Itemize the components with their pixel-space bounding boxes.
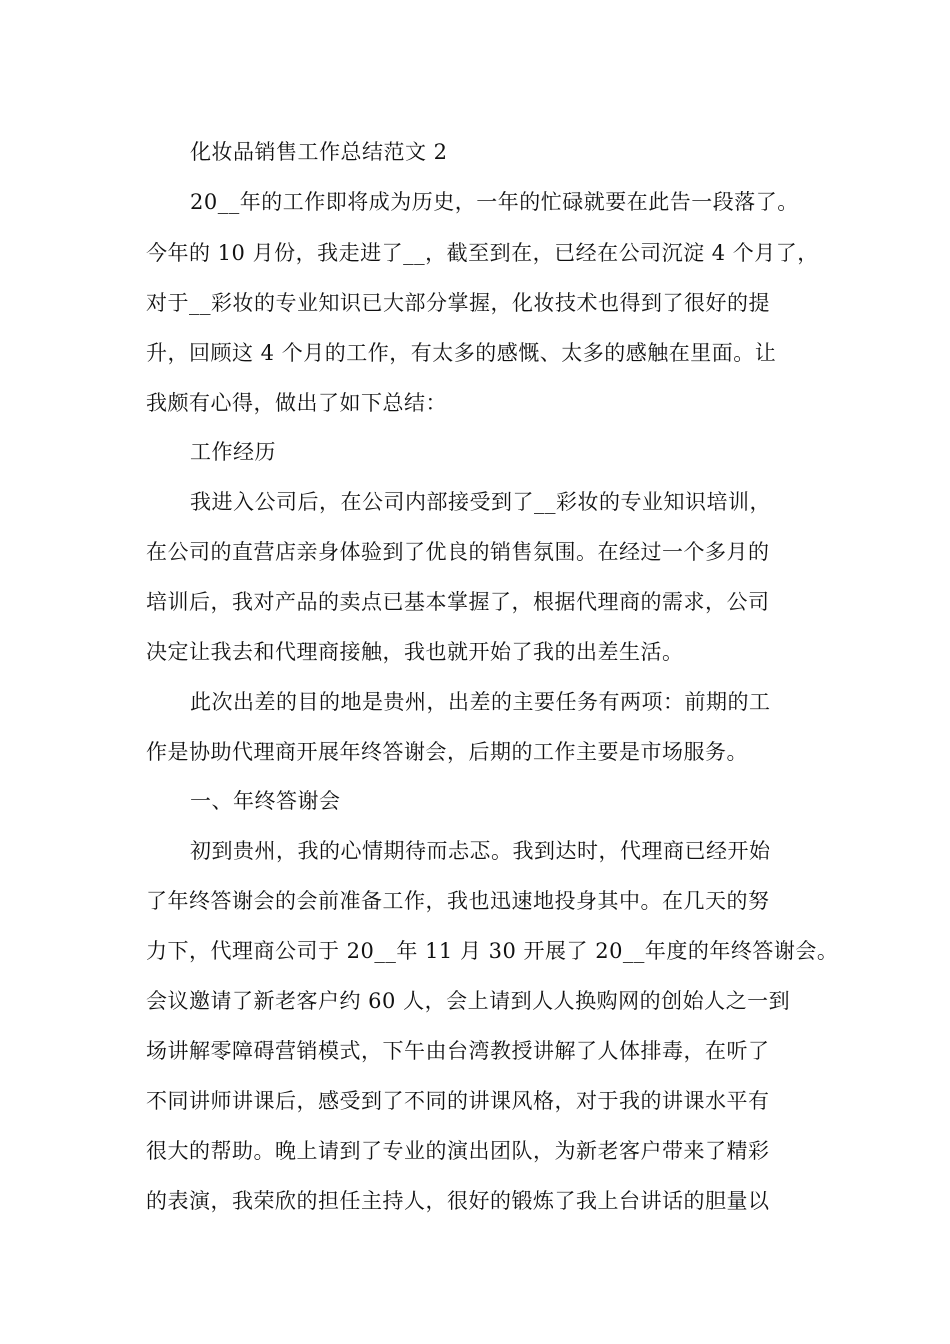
text-line: 场讲解零障碍营销模式，下午由台湾教授讲解了人体排毒，在听了 bbox=[146, 1039, 770, 1063]
section-heading: 一、年终答谢会 bbox=[190, 789, 341, 813]
text-line: 我颇有心得，做出了如下总结： bbox=[146, 391, 447, 415]
text-line: 在公司的直营店亲身体验到了优良的销售氛围。在经过一个多月的 bbox=[146, 540, 770, 564]
document-title: 化妆品销售工作总结范文 2 bbox=[190, 140, 448, 164]
text-line: 力下，代理商公司于 20__年 11 月 30 开展了 20__年度的年终答谢会。 bbox=[146, 939, 839, 963]
text-line: 很大的帮助。晚上请到了专业的演出团队，为新老客户带来了精彩 bbox=[146, 1139, 770, 1163]
text-line: 20__年的工作即将成为历史，一年的忙碌就要在此告一段落了。 bbox=[190, 190, 799, 214]
text-line: 不同讲师讲课后，感受到了不同的讲课风格，对于我的讲课水平有 bbox=[146, 1089, 770, 1113]
text-line: 此次出差的目的地是贵州，出差的主要任务有两项：前期的工 bbox=[190, 690, 771, 714]
text-line: 的表演，我荣欣的担任主持人，很好的锻炼了我上台讲话的胆量以 bbox=[146, 1189, 770, 1213]
text-line: 了年终答谢会的会前准备工作，我也迅速地投身其中。在几天的努 bbox=[146, 889, 770, 913]
text-line: 培训后，我对产品的卖点已基本掌握了，根据代理商的需求，公司 bbox=[146, 590, 770, 614]
text-line: 初到贵州，我的心情期待而忐忑。我到达时，代理商已经开始 bbox=[190, 839, 771, 863]
text-line: 升，回顾这 4 个月的工作，有太多的感慨、太多的感触在里面。让 bbox=[146, 341, 777, 365]
text-line: 决定让我去和代理商接触，我也就开始了我的出差生活。 bbox=[146, 640, 684, 664]
text-line: 我进入公司后，在公司内部接受到了__彩妆的专业知识培训， bbox=[190, 490, 771, 514]
text-line: 会议邀请了新老客户约 60 人，会上请到人人换购网的创始人之一到 bbox=[146, 989, 791, 1013]
text-line: 作是协助代理商开展年终答谢会，后期的工作主要是市场服务。 bbox=[146, 740, 748, 764]
section-heading: 工作经历 bbox=[190, 440, 276, 464]
text-line: 今年的 10 月份，我走进了__，截至到在，已经在公司沉淀 4 个月了， bbox=[146, 241, 819, 265]
text-line: 对于__彩妆的专业知识已大部分掌握，化妆技术也得到了很好的提 bbox=[146, 291, 770, 315]
